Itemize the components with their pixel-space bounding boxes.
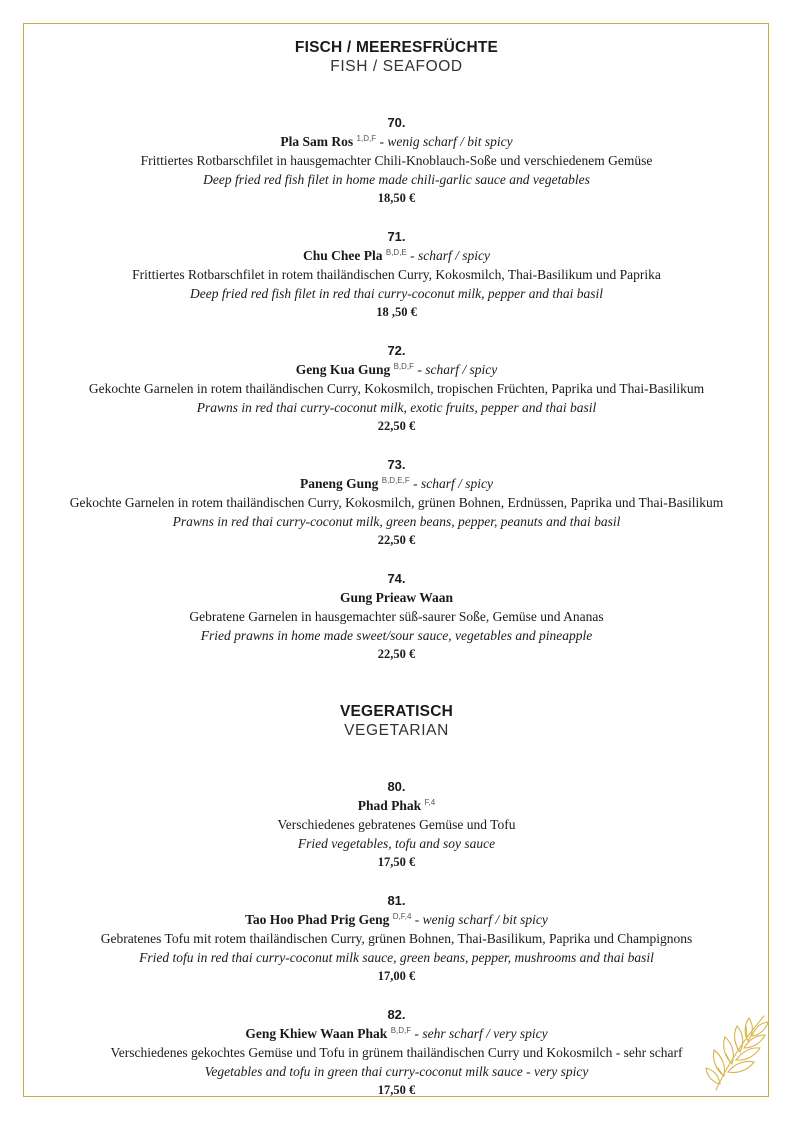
item-name-line (24, 796, 769, 815)
item-name: Chu Chee Pla (302, 248, 383, 263)
item-spice-level: - wenig scharf / bit spicy (379, 134, 513, 149)
item-description-de: Frittiertes Rotbarschfilet in rotem thailändischen Curry, Kokosmilch, Thai-Basilikum und Paprika (132, 267, 661, 282)
menu-item-80 (24, 778, 769, 872)
leaf-branch-icon (702, 1010, 772, 1094)
item-description-en: Deep fried red fish filet in red thai curry-coconut milk, pepper and thai basil (190, 286, 603, 301)
item-spice-level: - scharf / spicy (413, 476, 494, 491)
section-fish-seafood (24, 38, 769, 664)
item-name: Pla Sam Ros (280, 134, 354, 149)
item-allergens: B,D,E,F (381, 476, 410, 485)
item-spice-level: - scharf / spicy (410, 248, 491, 263)
menu-item-82 (24, 1006, 769, 1100)
item-name-line (24, 910, 769, 929)
section-subtitle: VEGETARIAN (344, 722, 449, 739)
item-name: Gung Prieaw Waan (339, 590, 454, 605)
item-number: 72. (387, 343, 406, 358)
menu-item-81 (24, 892, 769, 986)
menu-item-71 (24, 228, 769, 322)
item-description-de: Verschiedenes gekochtes Gemüse und Tofu in grünem thailändischen Curry und Kokosmilch - sehr scharf (110, 1045, 683, 1060)
item-name-line (24, 588, 769, 607)
item-spice-level: - scharf / spicy (417, 362, 498, 377)
item-price: 17,50 € (377, 855, 416, 869)
item-allergens: B,D,F (393, 362, 415, 371)
item-description-de: Gekochte Garnelen in rotem thailändischen Curry, Kokosmilch, grünen Bohnen, Erdnüssen, Paprika und Thai-Basilikum (69, 495, 724, 510)
section-vegetarian (24, 702, 769, 1100)
item-spice-level: - wenig scharf / bit spicy (414, 912, 548, 927)
item-description-en: Fried vegetables, tofu and soy sauce (297, 836, 496, 851)
item-name: Tao Hoo Phad Prig Geng (245, 912, 390, 927)
item-spice-level: - sehr scharf / very spicy (414, 1026, 548, 1041)
item-description-en: Fried prawns in home made sweet/sour sauce, vegetables and pineapple (200, 628, 593, 643)
menu-item-72 (24, 342, 769, 436)
item-allergens: 1,D,F (356, 134, 377, 143)
menu-item-70 (24, 114, 769, 208)
item-description-de: Gebratene Garnelen in hausgemachter süß-saurer Soße, Gemüse und Ananas (189, 609, 604, 624)
item-description-en: Deep fried red fish filet in home made chili-garlic sauce and vegetables (203, 172, 590, 187)
item-name: Geng Khiew Waan Phak (245, 1026, 388, 1041)
item-name: Phad Phak (357, 798, 422, 813)
item-description-en: Prawns in red thai curry-coconut milk, exotic fruits, pepper and thai basil (196, 400, 597, 415)
menu-content (24, 38, 769, 1100)
item-name-line (24, 246, 769, 265)
item-price: 17,00 € (377, 969, 416, 983)
item-price: 22,50 € (377, 533, 416, 547)
item-description-de: Gebratenes Tofu mit rotem thailändischen Curry, grünen Bohnen, Thai-Basilikum, Paprika und Champignons (100, 931, 693, 946)
item-name: Geng Kua Gung (295, 362, 391, 377)
item-description-de: Frittiertes Rotbarschfilet in hausgemachter Chili-Knoblauch-Soße und verschiedenem Gemüse (140, 153, 653, 168)
item-number: 74. (387, 571, 406, 586)
item-number: 82. (387, 1007, 406, 1022)
item-name-line (24, 1024, 769, 1043)
section-subtitle: FISH / SEAFOOD (330, 58, 463, 75)
item-number: 81. (387, 893, 406, 908)
item-price: 22,50 € (377, 419, 416, 433)
item-price: 17,50 € (377, 1083, 416, 1097)
item-description-en: Prawns in red thai curry-coconut milk, green beans, pepper, peanuts and thai basil (172, 514, 621, 529)
item-allergens: F,4 (424, 798, 436, 807)
menu-item-73 (24, 456, 769, 550)
item-name-line (24, 474, 769, 493)
item-number: 73. (387, 457, 406, 472)
item-number: 80. (387, 779, 406, 794)
item-price: 22,50 € (377, 647, 416, 661)
item-allergens: B,D,F (390, 1026, 412, 1035)
item-description-de: Gekochte Garnelen in rotem thailändischen Curry, Kokosmilch, tropischen Früchten, Paprika und Thai-Basilikum (88, 381, 705, 396)
item-price: 18,50 € (377, 191, 416, 205)
section-title: VEGERATISCH (339, 703, 453, 720)
item-name-line (24, 132, 769, 151)
item-name-line (24, 360, 769, 379)
item-description-en: Fried tofu in red thai curry-coconut milk sauce, green beans, pepper, mushrooms and thai basil (139, 950, 654, 965)
item-description-de: Verschiedenes gebratenes Gemüse und Tofu (277, 817, 516, 832)
item-description-en: Vegetables and tofu in green thai curry-coconut milk sauce - very spicy (204, 1064, 589, 1079)
item-name: Paneng Gung (299, 476, 379, 491)
item-allergens: D,F,4 (392, 912, 412, 921)
section-title: FISCH / MEERESFRÜCHTE (294, 39, 499, 56)
item-price: 18 ,50 € (376, 305, 417, 319)
item-allergens: B,D,E (385, 248, 407, 257)
menu-item-74 (24, 570, 769, 664)
item-number: 71. (387, 229, 406, 244)
item-number: 70. (387, 115, 406, 130)
